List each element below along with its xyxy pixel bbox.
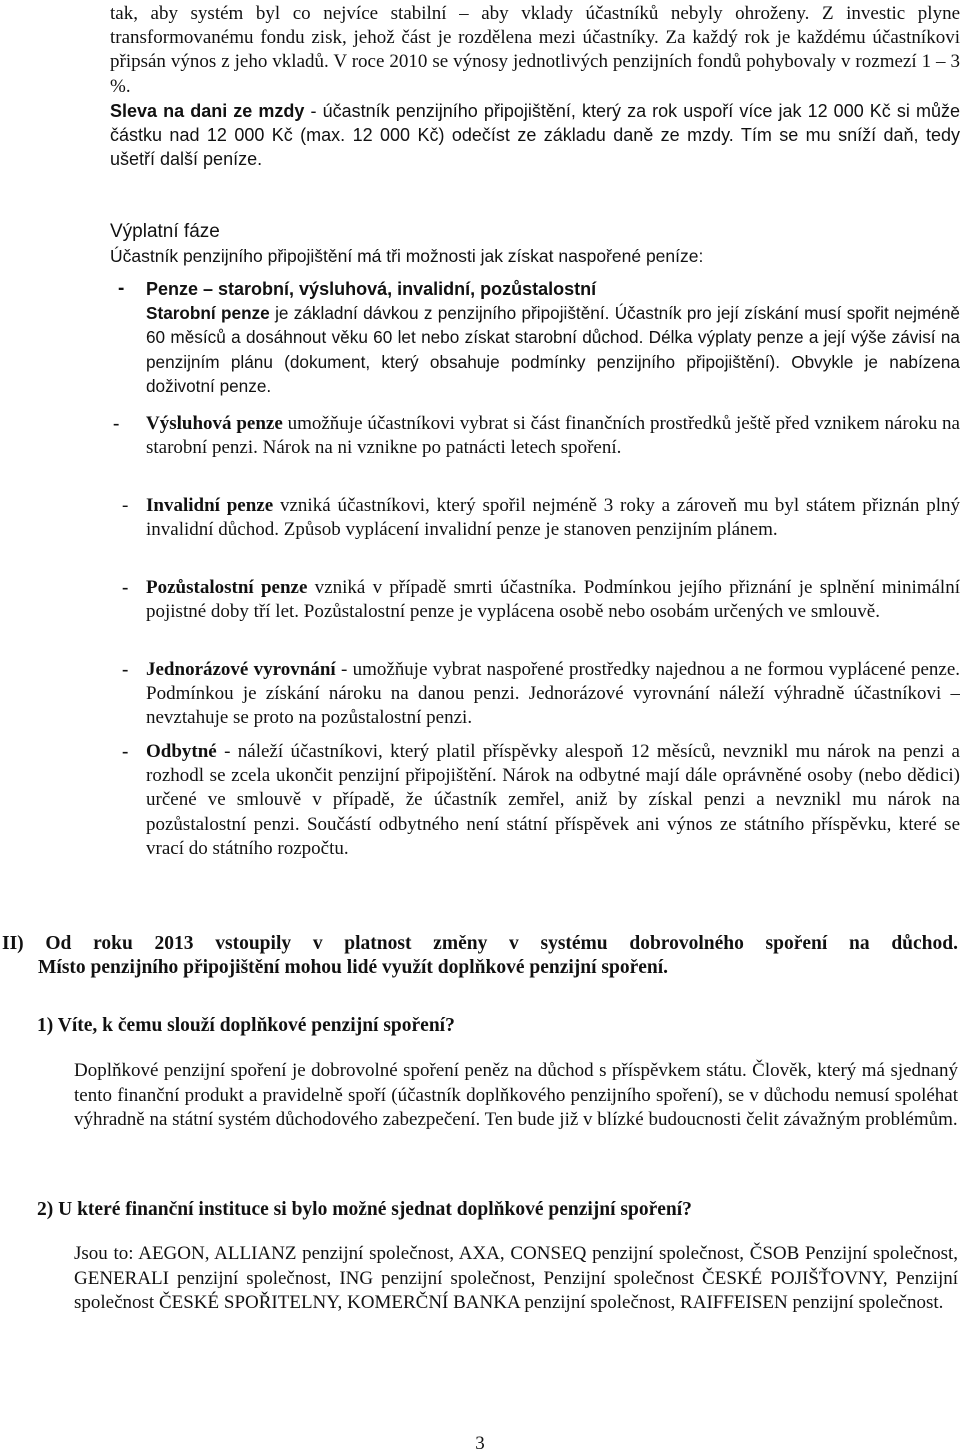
question-2-title: 2) U které finanční instituce si bylo možné sjednat doplňkové penzijní spoření? xyxy=(37,1199,692,1220)
list-item-surrender-value xyxy=(146,740,960,861)
intro-paragraph xyxy=(110,2,960,171)
service-pension-text: umožňuje účastníkovi vybrat si část finančních prostředků ještě před vznikem nároku na starobní penzi. Nárok na ni vznikne po patnácti letech spoření. xyxy=(146,413,960,459)
old-age-pension-text: je základní dávkou z penzijního připojištění. Účastník pro její získání musí spořit nejméně 60 měsíců a dosáhnout věku 60 let nebo získat starobní důchod. Délka výplaty penze a její výše závisí na penzijním plánu (dokument, který obsahuje podmínky penzijního připojištění). Obvykle je nabízena doživotní penze. xyxy=(146,303,960,396)
tax-relief-paragraph xyxy=(110,99,960,172)
question-1-title: 1) Víte, k čemu slouží doplňkové penzijní spoření? xyxy=(37,1015,455,1036)
list-dash: - xyxy=(122,659,129,680)
answer-2-text: Jsou to: AEGON, ALLIANZ penzijní společnost, AXA, CONSEQ penzijní společnost, ČSOB Penzijní společnost, GENERALI penzijní společnost, ING penzijní společnost, Penzijní společnost ČESKÉ POJIŠŤOVNY, Penzijní společnost ČESKÉ SPOŘITELNY, KOMERČNÍ BANKA penzijní společnost, RAIFFEISEN penzijní společnost. xyxy=(74,1243,958,1313)
list-item-disability-pension xyxy=(146,494,960,542)
answer-1 xyxy=(74,1059,958,1133)
list-item-lump-sum xyxy=(146,658,960,731)
surrender-value-text: - náleží účastníkovi, který platil příspěvky alespoň 12 měsíců, nevznikl mu nárok na penzi a rozhodl se zcela ukončit penzijní připojištění. Nárok na odbytné mají dále oprávněné osoby (nebo dědici) určené ve smlouvě v případě, že účastník zemřel, aniž by získal penzi a nevznikl mu nárok na pozůstalostní penzi. Součástí odbytného není státní příspěvek ani výnos ze státního příspěvku, které se vrací do státního rozpočtu. xyxy=(146,741,960,859)
section-2-heading xyxy=(2,932,958,981)
lump-sum-term: Jednorázové vyrovnání xyxy=(146,659,336,680)
lump-sum-paragraph xyxy=(146,658,960,731)
tax-relief-label: Sleva na dani ze mzdy xyxy=(110,100,305,121)
survivor-pension-text: vzniká v případě smrti účastníka. Podmínkou jejího přiznání je splnění minimální pojistné doby tří let. Pozůstalostní penze je vyplácena osobě nebo osobám určených ve smlouvě. xyxy=(146,577,960,623)
service-pension-paragraph xyxy=(146,412,960,460)
lump-sum-text: - umožňuje vybrat naspořené prostředky najednou a ne formou vyplácené penze. Podmínkou je získání nároku na danou penzi. Jednorázové vyrovnání náleží výhradně účastníkovi – nevztahuje se proto na pozůstalostní penzi. xyxy=(146,659,960,729)
list-item-pension xyxy=(146,277,960,398)
payout-intro: Účastník penzijního připojištění má tři možnosti jak získat naspořené peníze: xyxy=(110,246,704,267)
surrender-value-paragraph xyxy=(146,740,960,861)
section-2-heading-line2: Místo penzijního připojištění mohou lidé využít doplňkové penzijní spoření. xyxy=(38,957,669,979)
payout-heading: Výplatní fáze xyxy=(110,221,220,242)
disability-pension-text: vzniká účastníkovi, který spořil nejméně 3 roky a zároveň mu byl státem přiznán plný invalidní důchod. Způsob vyplácení invalidní penze je stanoven penzijním plánem. xyxy=(146,495,960,541)
pension-types-title: Penze – starobní, výsluhová, invalidní, pozůstalostní xyxy=(146,279,597,299)
surrender-value-term: Odbytné xyxy=(146,741,217,762)
survivor-pension-term: Pozůstalostní penze xyxy=(146,577,308,598)
question-1 xyxy=(37,1014,937,1038)
list-dash: - xyxy=(122,741,129,762)
disability-pension-term: Invalidní penze xyxy=(146,495,274,516)
list-dash: - xyxy=(122,495,129,516)
list-item-survivor-pension xyxy=(146,576,960,624)
service-pension-term: Výsluhová penze xyxy=(146,413,283,434)
payout-section xyxy=(110,220,960,268)
section-2-heading-line1: II) Od roku 2013 vstoupily v platnost změny v systému dobrovolného spoření na důchod. xyxy=(2,933,958,954)
list-item-service-pension xyxy=(146,412,960,460)
survivor-pension-paragraph xyxy=(146,576,960,624)
old-age-pension-term: Starobní penze xyxy=(146,303,270,324)
question-2 xyxy=(37,1198,957,1222)
list-dash: - xyxy=(122,577,129,598)
list-dash: - xyxy=(118,278,125,299)
old-age-pension-paragraph xyxy=(146,301,960,398)
answer-2 xyxy=(74,1242,958,1316)
list-dash: - xyxy=(113,413,120,434)
answer-1-text: Doplňkové penzijní spoření je dobrovolné spoření peněz na důchod s příspěvkem státu. Člověk, který má sjednaný tento finanční produkt a pravidelně spoří (účastník doplňkového penzijního spoření), se v důchodu nemusí spoléhat výhradně na státní systém důchodového zabezpečení. Ten bude již v blízké budoucnosti čelit závažným problémům. xyxy=(74,1060,958,1130)
disability-pension-paragraph xyxy=(146,494,960,542)
tax-relief-text: - účastník penzijního připojištění, který za rok uspoří více jak 12 000 Kč si může částku nad 12 000 Kč (max. 12 000 Kč) odečíst ze základu daně ze mzdy. Tím se mu sníží daň, tedy ušetří další peníze. xyxy=(110,100,960,170)
intro-text: tak, aby systém byl co nejvíce stabilní – aby vklady účastníků nebyly ohroženy. Z investic plyne transformovanému fondu zisk, jehož část je rozdělena mezi účastníky. Za každý rok je každému účastníkovi připsán výnos z jeho vkladů. V roce 2010 se výnosy jednotlivých penzijních fondů pohybovaly v rozmezí 1 – 3 %. xyxy=(110,3,960,97)
page-number: 3 xyxy=(475,1433,485,1454)
